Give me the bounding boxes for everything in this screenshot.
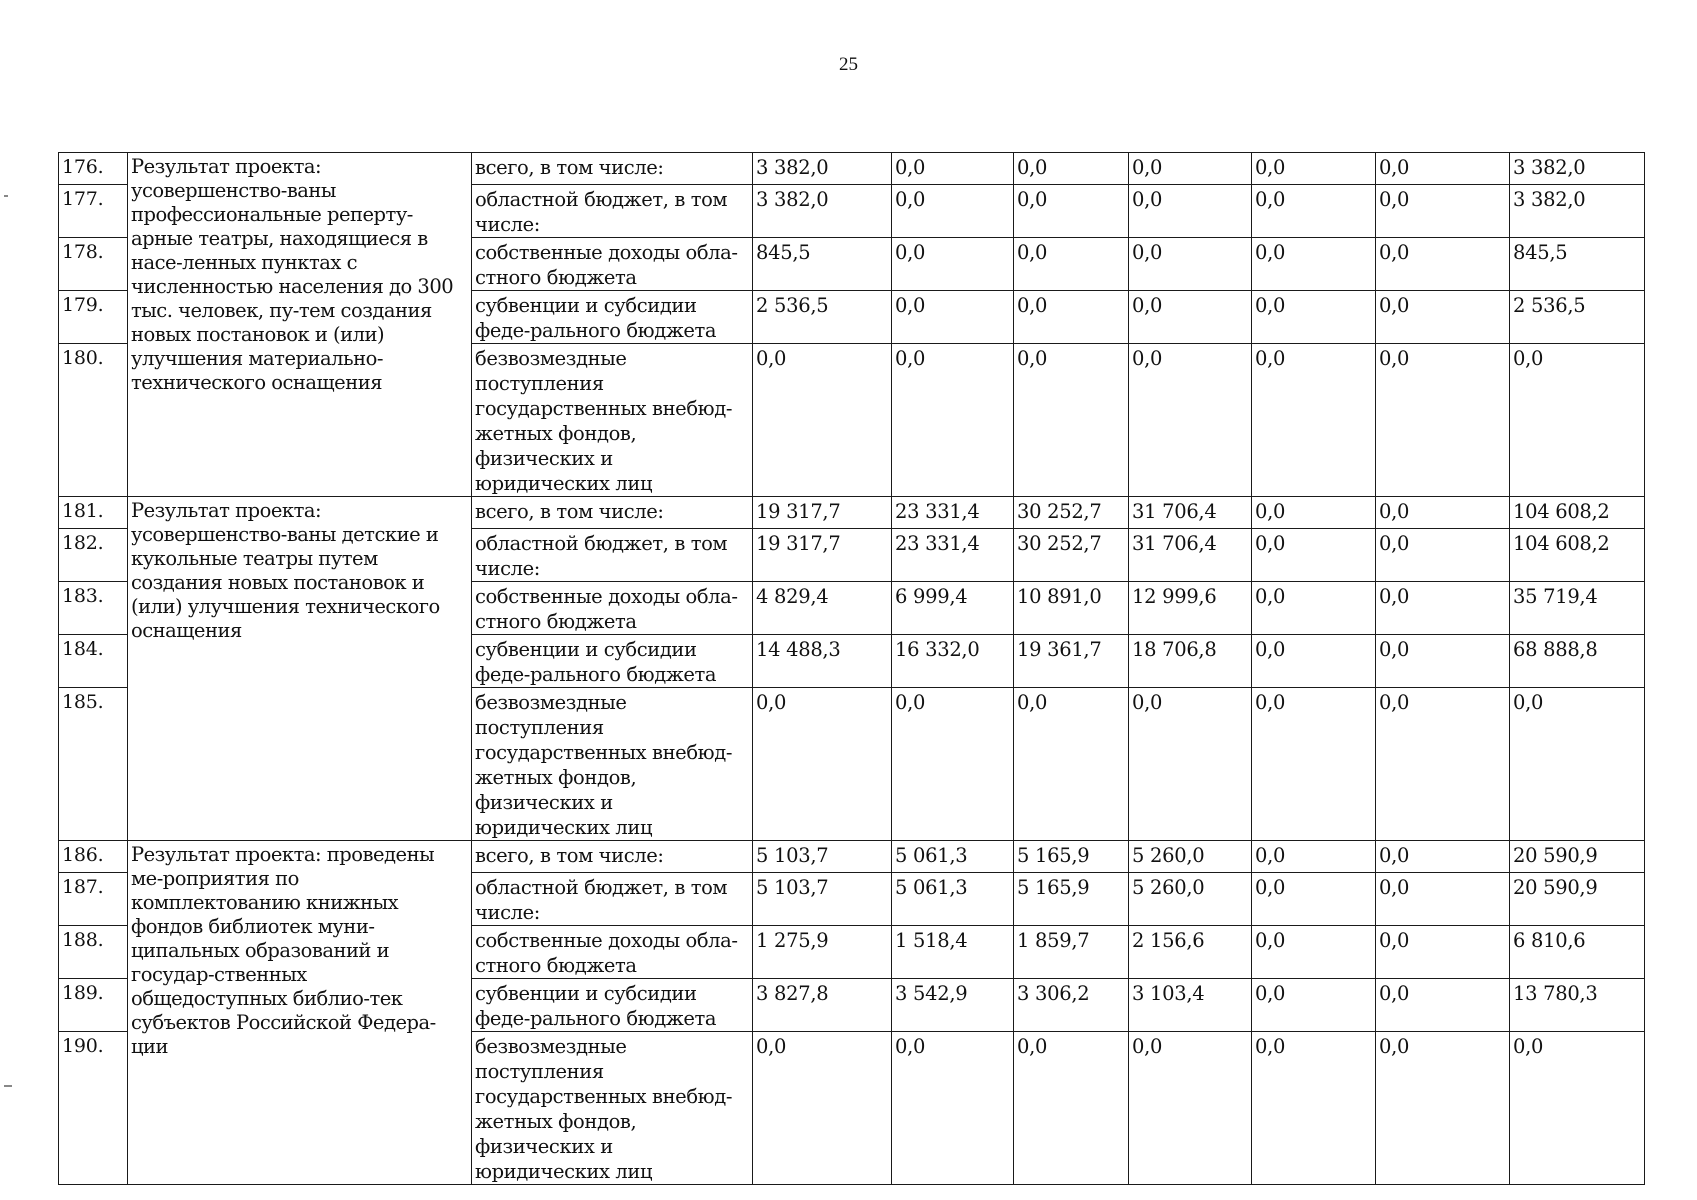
year-value: 0,0 — [1252, 291, 1376, 344]
year-value: 3 382,0 — [753, 153, 892, 185]
row-number: 186. — [59, 841, 128, 873]
row-number: 190. — [59, 1032, 128, 1185]
year-value: 12 999,6 — [1129, 582, 1252, 635]
year-value: 0,0 — [892, 688, 1014, 841]
row-number: 177. — [59, 185, 128, 238]
year-value: 3 542,9 — [892, 979, 1014, 1032]
year-value: 0,0 — [1252, 238, 1376, 291]
year-value: 0,0 — [892, 344, 1014, 497]
year-value: 5 165,9 — [1014, 873, 1129, 926]
year-value: 0,0 — [1376, 1032, 1510, 1185]
year-value: 0,0 — [1129, 688, 1252, 841]
project-result-description: Результат проекта: усовершенство-ваны детские и кукольные театры путем создания новых постановок и (или) улучшения технического оснащения — [128, 497, 472, 841]
row-number: 187. — [59, 873, 128, 926]
row-number: 180. — [59, 344, 128, 497]
row-number: 178. — [59, 238, 128, 291]
year-value: 3 382,0 — [753, 185, 892, 238]
year-value: 0,0 — [1376, 979, 1510, 1032]
year-value: 0,0 — [1129, 344, 1252, 497]
year-value: 0,0 — [1014, 291, 1129, 344]
year-value: 0,0 — [1014, 688, 1129, 841]
year-value: 5 061,3 — [892, 841, 1014, 873]
row-number: 181. — [59, 497, 128, 529]
year-value: 0,0 — [1376, 291, 1510, 344]
year-value: 30 252,7 — [1014, 529, 1129, 582]
table-row — [59, 497, 1645, 529]
year-value: 0,0 — [1129, 153, 1252, 185]
total-value: 104 608,2 — [1510, 497, 1645, 529]
year-value: 0,0 — [1252, 979, 1376, 1032]
year-value: 1 859,7 — [1014, 926, 1129, 979]
year-value: 0,0 — [753, 1032, 892, 1185]
year-value: 0,0 — [1014, 153, 1129, 185]
year-value: 0,0 — [1376, 841, 1510, 873]
year-value: 0,0 — [1376, 185, 1510, 238]
budget-table-sheet — [58, 152, 1640, 1185]
year-value: 5 061,3 — [892, 873, 1014, 926]
row-number: 188. — [59, 926, 128, 979]
year-value: 31 706,4 — [1129, 497, 1252, 529]
year-value: 0,0 — [892, 291, 1014, 344]
year-value: 0,0 — [892, 185, 1014, 238]
year-value: 2 536,5 — [753, 291, 892, 344]
funding-source: субвенции и субсидии феде-рального бюджета — [472, 291, 753, 344]
scan-margin-mark — [4, 195, 8, 197]
year-value: 0,0 — [1376, 582, 1510, 635]
row-number: 182. — [59, 529, 128, 582]
year-value: 0,0 — [1129, 185, 1252, 238]
year-value: 3 827,8 — [753, 979, 892, 1032]
budget-table-body — [59, 153, 1645, 1185]
row-number: 179. — [59, 291, 128, 344]
year-value: 1 518,4 — [892, 926, 1014, 979]
year-value: 23 331,4 — [892, 497, 1014, 529]
year-value: 0,0 — [1252, 185, 1376, 238]
budget-table — [58, 152, 1645, 1185]
year-value: 5 103,7 — [753, 841, 892, 873]
row-number: 189. — [59, 979, 128, 1032]
year-value: 0,0 — [1376, 688, 1510, 841]
year-value: 0,0 — [1252, 529, 1376, 582]
total-value: 0,0 — [1510, 344, 1645, 497]
year-value: 0,0 — [1376, 238, 1510, 291]
funding-source: областной бюджет, в том числе: — [472, 529, 753, 582]
year-value: 0,0 — [1014, 185, 1129, 238]
scan-margin-mark — [4, 1085, 12, 1087]
year-value: 0,0 — [753, 344, 892, 497]
total-value: 3 382,0 — [1510, 153, 1645, 185]
year-value: 6 999,4 — [892, 582, 1014, 635]
year-value: 0,0 — [1014, 238, 1129, 291]
row-number: 185. — [59, 688, 128, 841]
total-value: 2 536,5 — [1510, 291, 1645, 344]
year-value: 0,0 — [1129, 238, 1252, 291]
year-value: 0,0 — [1252, 582, 1376, 635]
funding-source: областной бюджет, в том числе: — [472, 185, 753, 238]
funding-source: безвозмездные поступления государственных внебюд-жетных фондов, физических и юридических лиц — [472, 1032, 753, 1185]
year-value: 0,0 — [892, 238, 1014, 291]
year-value: 0,0 — [753, 688, 892, 841]
year-value: 0,0 — [1129, 1032, 1252, 1185]
year-value: 16 332,0 — [892, 635, 1014, 688]
funding-source: собственные доходы обла-стного бюджета — [472, 238, 753, 291]
total-value: 35 719,4 — [1510, 582, 1645, 635]
year-value: 5 260,0 — [1129, 841, 1252, 873]
funding-source: субвенции и субсидии феде-рального бюджета — [472, 979, 753, 1032]
year-value: 0,0 — [1252, 153, 1376, 185]
year-value: 0,0 — [1376, 344, 1510, 497]
year-value: 0,0 — [1252, 841, 1376, 873]
page-number: 25 — [839, 54, 858, 75]
table-row — [59, 841, 1645, 873]
year-value: 0,0 — [1252, 688, 1376, 841]
year-value: 0,0 — [1252, 873, 1376, 926]
year-value: 0,0 — [1376, 926, 1510, 979]
year-value: 2 156,6 — [1129, 926, 1252, 979]
year-value: 14 488,3 — [753, 635, 892, 688]
year-value: 30 252,7 — [1014, 497, 1129, 529]
year-value: 5 165,9 — [1014, 841, 1129, 873]
year-value: 0,0 — [1376, 529, 1510, 582]
year-value: 3 103,4 — [1129, 979, 1252, 1032]
year-value: 0,0 — [1252, 926, 1376, 979]
year-value: 23 331,4 — [892, 529, 1014, 582]
year-value: 0,0 — [1376, 635, 1510, 688]
total-value: 6 810,6 — [1510, 926, 1645, 979]
year-value: 19 361,7 — [1014, 635, 1129, 688]
year-value: 0,0 — [1129, 291, 1252, 344]
total-value: 3 382,0 — [1510, 185, 1645, 238]
year-value: 0,0 — [1252, 344, 1376, 497]
total-value: 845,5 — [1510, 238, 1645, 291]
total-value: 20 590,9 — [1510, 873, 1645, 926]
year-value: 31 706,4 — [1129, 529, 1252, 582]
funding-source: областной бюджет, в том числе: — [472, 873, 753, 926]
row-number: 176. — [59, 153, 128, 185]
year-value: 5 103,7 — [753, 873, 892, 926]
total-value: 13 780,3 — [1510, 979, 1645, 1032]
funding-source: всего, в том числе: — [472, 153, 753, 185]
total-value: 20 590,9 — [1510, 841, 1645, 873]
year-value: 19 317,7 — [753, 497, 892, 529]
funding-source: субвенции и субсидии феде-рального бюджета — [472, 635, 753, 688]
funding-source: всего, в том числе: — [472, 841, 753, 873]
year-value: 0,0 — [1376, 153, 1510, 185]
funding-source: собственные доходы обла-стного бюджета — [472, 926, 753, 979]
year-value: 1 275,9 — [753, 926, 892, 979]
total-value: 104 608,2 — [1510, 529, 1645, 582]
year-value: 3 306,2 — [1014, 979, 1129, 1032]
project-result-description: Результат проекта: проведены ме-роприятия по комплектованию книжных фондов библиотек муни-ципальных образований и государ-ственных общедоступных библио-тек субъектов Российской Федера-ции — [128, 841, 472, 1185]
year-value: 0,0 — [1376, 497, 1510, 529]
year-value: 10 891,0 — [1014, 582, 1129, 635]
project-result-description: Результат проекта: усовершенство-ваны профессиональные реперту-арные театры, находящиеся в насе-ленных пунктах с численностью населения до 300 тыс. человек, пу-тем создания новых постановок и (или) улучшения материально-технического оснащения — [128, 153, 472, 497]
total-value: 0,0 — [1510, 688, 1645, 841]
year-value: 0,0 — [1252, 635, 1376, 688]
table-row — [59, 153, 1645, 185]
year-value: 0,0 — [1376, 873, 1510, 926]
total-value: 68 888,8 — [1510, 635, 1645, 688]
year-value: 0,0 — [892, 153, 1014, 185]
funding-source: всего, в том числе: — [472, 497, 753, 529]
year-value: 5 260,0 — [1129, 873, 1252, 926]
year-value: 0,0 — [1252, 1032, 1376, 1185]
year-value: 845,5 — [753, 238, 892, 291]
funding-source: безвозмездные поступления государственных внебюд-жетных фондов, физических и юридических лиц — [472, 688, 753, 841]
year-value: 19 317,7 — [753, 529, 892, 582]
funding-source: безвозмездные поступления государственных внебюд-жетных фондов, физических и юридических лиц — [472, 344, 753, 497]
funding-source: собственные доходы обла-стного бюджета — [472, 582, 753, 635]
total-value: 0,0 — [1510, 1032, 1645, 1185]
year-value: 0,0 — [892, 1032, 1014, 1185]
year-value: 0,0 — [1014, 1032, 1129, 1185]
year-value: 0,0 — [1014, 344, 1129, 497]
year-value: 18 706,8 — [1129, 635, 1252, 688]
row-number: 183. — [59, 582, 128, 635]
year-value: 4 829,4 — [753, 582, 892, 635]
year-value: 0,0 — [1252, 497, 1376, 529]
row-number: 184. — [59, 635, 128, 688]
